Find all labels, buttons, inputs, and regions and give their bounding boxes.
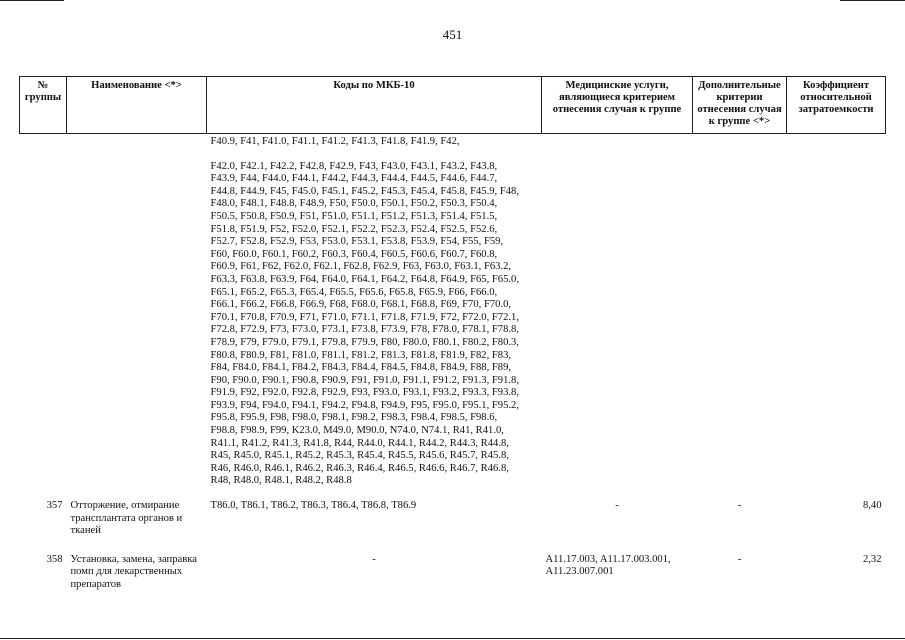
icd-codes: - <box>372 553 376 565</box>
icd-code-line: F43.9, F44, F44.0, F44.1, F44.2, F44.3, F44.4, F44.5, F44.6, F44.7, <box>210 173 498 185</box>
header-name: Наименование <*> <box>67 77 207 134</box>
icd-code-line: R48, R48.0, R48.1, R48.2, R48.8 <box>210 475 352 487</box>
group-name: Отторжение, отмирание трансплантата органов и тканей <box>70 500 183 537</box>
icd-code-line: F44.8, F44.9, F45, F45.0, F45.1, F45.2, F45.3, F45.4, F45.8, F45.9, F48, <box>210 185 519 197</box>
cost-coefficient: 8,40 <box>862 500 882 512</box>
icd-code-line: F84, F84.0, F84.1, F84.2, F84.3, F84.4, F84.5, F84.8, F84.9, F88, F89, <box>210 362 512 374</box>
icd-code-line: F40.9, F41, F41.0, F41.1, F41.2, F41.3, F41.8, F41.9, F42, <box>210 136 460 147</box>
additional-criteria: - <box>737 553 742 565</box>
icd-code-line: F60, F60.0, F60.1, F60.2, F60.3, F60.4, F60.5, F60.6, F60.7, F60.8, <box>210 248 498 260</box>
table-row <box>20 552 886 606</box>
icd-code-line: F65.1, F65.2, F65.3, F65.4, F65.5, F65.6, F65.8, F65.9, F66, F66.0, <box>210 286 498 298</box>
icd-code-line: R45, R45.0, R45.1, R45.2, R45.3, R45.4, R45.5, R45.6, R45.7, R45.8, <box>210 450 509 462</box>
icd-codes: T86.0, T86.1, T86.2, T86.3, T86.4, T86.8, T86.9 <box>210 500 417 512</box>
icd-code-line: F52.7, F52.8, F52.9, F53, F53.0, F53.1, F53.8, F53.9, F54, F55, F59, <box>210 236 504 248</box>
top-edge-line <box>0 0 64 1</box>
icd-code-line: R46, R46.0, R46.1, R46.2, R46.3, R46.4, R46.5, R46.6, R46.7, R46.8, <box>210 462 509 474</box>
header-icd-codes: Коды по МКБ-10 <box>207 77 542 134</box>
header-medical-services: Медицинские услуги, являющиеся критерием отнесения случая к группе <box>542 77 693 134</box>
header-cost-coefficient: Коэффициент относительной затратоемкости <box>787 77 886 134</box>
icd-code-line: F60.9, F61, F62, F62.0, F62.1, F62.8, F62.9, F63, F63.0, F63.1, F63.2, <box>210 261 512 273</box>
icd-code-line: F63.3, F63.8, F63.9, F64, F64.0, F64.1, F64.2, F64.8, F64.9, F65, F65.0, <box>210 273 519 285</box>
header-additional-criteria: Дополнительные критерии отнесения случая к группе <*> <box>693 77 787 134</box>
icd-code-line: F66.1, F66.2, F66.8, F66.9, F68, F68.0, F68.1, F68.8, F69, F70, F70.0, <box>210 299 512 311</box>
icd-code-list <box>207 134 542 499</box>
icd-code-line: F42.0, F42.1, F42.2, F42.8, F42.9, F43, F43.0, F43.1, F43.2, F43.8, <box>210 160 498 172</box>
page-number: 451 <box>442 27 463 42</box>
icd-code-line: F91.9, F92, F92.0, F92.8, F92.9, F93, F93.0, F93.1, F93.2, F93.3, F93.8, <box>210 387 519 399</box>
additional-criteria: - <box>737 500 742 512</box>
medical-services: - <box>615 500 619 512</box>
icd-code-line: F93.9, F94, F94.0, F94.1, F94.2, F94.8, F94.9, F95, F95.0, F95.1, F95.2, <box>210 399 519 411</box>
table-row <box>20 134 886 499</box>
group-number: 358 <box>46 553 63 565</box>
icd-code-line: F98.8, F98.9, F99, K23.0, M49.0, M90.0, N74.0, N74.1, R41, R41.0, <box>210 425 504 437</box>
group-number: 357 <box>46 500 63 512</box>
tariff-table <box>19 76 886 606</box>
top-edge-line <box>840 0 905 1</box>
bottom-edge-line <box>0 638 905 639</box>
icd-code-line: F72.8, F72.9, F73, F73.0, F73.1, F73.8, F73.9, F78, F78.0, F78.1, F78.8, <box>210 324 519 336</box>
header-group-number: № группы <box>20 77 67 134</box>
icd-code-line: F51.8, F51.9, F52, F52.0, F52.1, F52.2, F52.3, F52.4, F52.5, F52.6, <box>210 223 498 235</box>
icd-code-line: F78.9, F79, F79.0, F79.1, F79.8, F79.9, F80, F80.0, F80.1, F80.2, F80.3, <box>210 336 519 348</box>
icd-code-block <box>211 161 538 488</box>
cost-coefficient: 2,32 <box>862 553 882 565</box>
icd-code-line: F95.8, F95.9, F98, F98.0, F98.1, F98.2, F98.3, F98.4, F98.5, F98.6, <box>210 412 498 424</box>
icd-code-line: F50.5, F50.8, F50.9, F51, F51.0, F51.1, F51.2, F51.3, F51.4, F51.5, <box>210 210 498 222</box>
icd-code-line: F70.1, F70.8, F70.9, F71, F71.0, F71.1, F71.8, F71.9, F72, F72.0, F72.1, <box>210 311 519 323</box>
icd-code-line: R41.1, R41.2, R41.3, R41.8, R44, R44.0, R44.1, R44.2, R44.3, R44.8, <box>210 437 509 449</box>
medical-services: A11.17.003, A11.17.003.001, A11.23.007.001 <box>545 553 671 578</box>
icd-code-line: F90, F90.0, F90.1, F90.8, F90.9, F91, F91.0, F91.1, F91.2, F91.3, F91.8, <box>210 374 519 386</box>
icd-code-line: F48.0, F48.1, F48.8, F48.9, F50, F50.0, F50.1, F50.2, F50.3, F50.4, <box>210 198 498 210</box>
group-name: Установка, замена, заправка помп для лекарственных препаратов <box>70 553 197 590</box>
icd-code-line: F80.8, F80.9, F81, F81.0, F81.1, F81.2, F81.3, F81.8, F81.9, F82, F83, <box>210 349 512 361</box>
table-header-row <box>20 77 886 134</box>
table-row <box>20 498 886 552</box>
